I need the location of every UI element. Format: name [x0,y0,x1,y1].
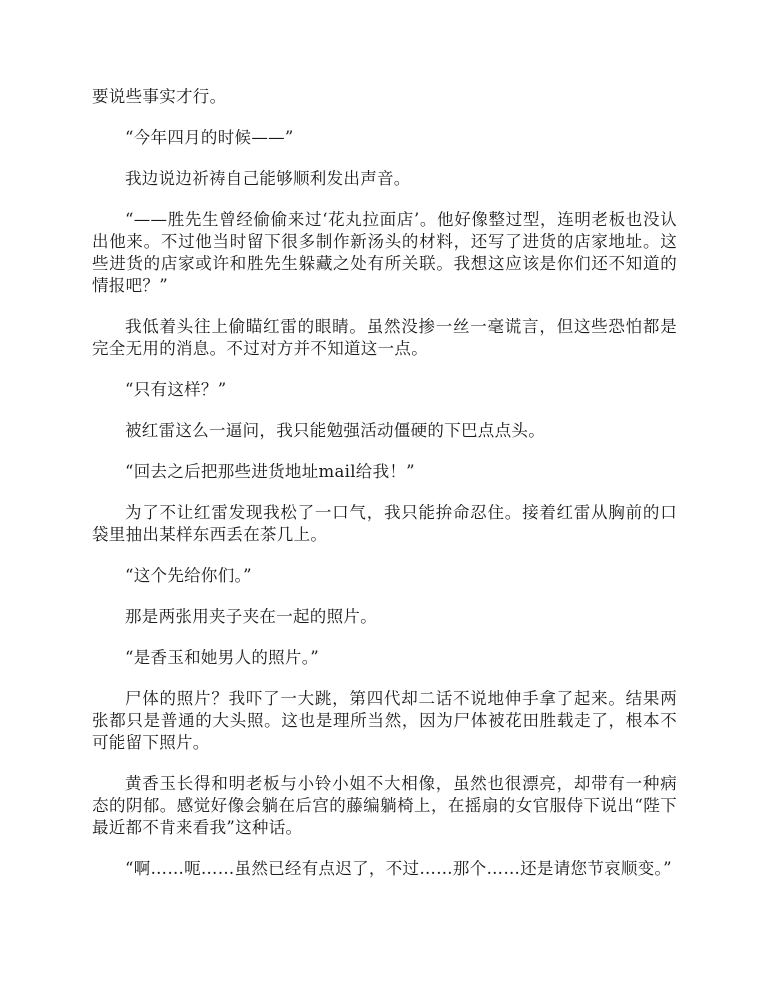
paragraph-14: 黄香玉长得和明老板与小铃小姐不大相像，虽然也很漂亮，却带有一种病态的阴郁。感觉好像会躺在后宫的藤编躺椅上，在摇扇的女官服侍下说出“陛下最近都不肯来看我”这种话。 [92,774,677,837]
paragraph-15: “啊……呃……虽然已经有点迟了，不过……那个……还是请您节哀顺变。” [125,859,672,878]
paragraph-6: “只有这样？” [125,380,227,399]
paragraph-4: “——胜先生曾经偷偷来过‘花丸拉面店’。他好像整过型，连明老板也没认出他来。不过他当时留下很多制作新汤头的材料，还写了进货的店家地址。这些进货的店家或许和胜先生躲藏之处有所关联。我想这应该是你们还不知道的情报吧？” [92,210,677,295]
paragraph-10: “这个先给你们。” [125,566,252,585]
paragraph-12: “是香玉和她男人的照片。” [125,648,320,667]
paragraph-7: 被红雷这么一逼问，我只能勉强活动僵硬的下巴点点头。 [125,421,545,440]
paragraph-5: 我低着头往上偷瞄红雷的眼睛。虽然没掺一丝一毫谎言，但这些恐怕都是完全无用的消息。不过对方并不知道这一点。 [92,317,677,358]
paragraph-9: 为了不让红雷发现我松了一口气，我只能拚命忍住。接着红雷从胸前的口袋里抽出某样东西丢在茶几上。 [92,503,677,544]
paragraph-13: 尸体的照片？我吓了一大跳，第四代却二话不说地伸手拿了起来。结果两张都只是普通的大头照。这也是理所当然，因为尸体被花田胜载走了，根本不可能留下照片。 [92,689,677,752]
paragraph-8: “回去之后把那些进货地址mail给我！” [125,462,415,481]
paragraph-1: 要说些事实才行。 [92,87,227,106]
document-page [92,86,677,899]
paragraph-2: “今年四月的时候——” [125,128,294,147]
paragraph-11: 那是两张用夹子夹在一起的照片。 [125,607,377,626]
paragraph-3: 我边说边祈祷自己能够顺利发出声音。 [125,169,411,188]
